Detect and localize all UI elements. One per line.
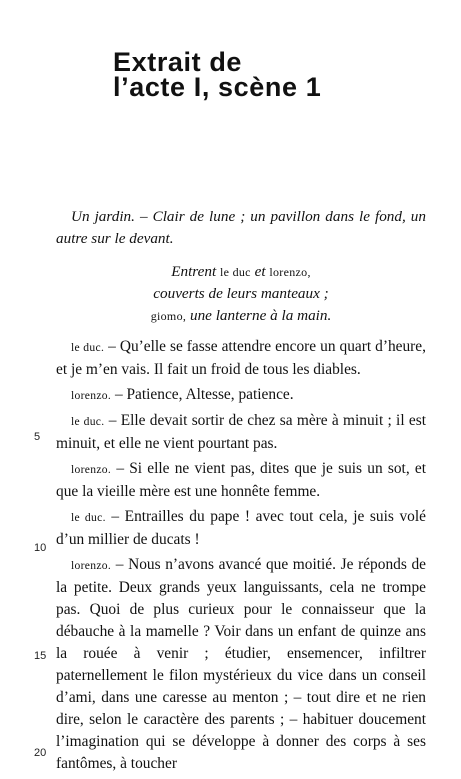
replica-text: – Elle devait sortir de chez sa mère à minuit ; il est minuit, et elle ne vient pourtant pas.: [56, 412, 426, 452]
replica-5: [56, 506, 426, 551]
replica-text: – Si elle ne vient pas, dites que je suis un sot, et que la vieille mère est une honnête femme.: [56, 460, 427, 500]
line-number-15: 15: [34, 650, 47, 662]
stage-costume-note: couverts de leurs manteaux ;: [153, 285, 329, 302]
title-line-1: Extrait de: [113, 47, 243, 77]
speaker-name: lorenzo.: [71, 389, 112, 402]
stage-character-duc: le duc: [220, 265, 251, 279]
speaker-name: lorenzo.: [71, 463, 112, 476]
replica-1: [56, 336, 426, 381]
replica-2: [56, 384, 426, 407]
stage-character-lorenzo: lorenzo,: [269, 265, 311, 279]
replica-4: [56, 458, 426, 503]
speaker-name: le duc.: [71, 511, 106, 524]
stage-direction-entrance: [56, 261, 426, 327]
speaker-name: lorenzo.: [71, 559, 112, 572]
dialogue: [56, 336, 426, 778]
title-line-2: l’acte I, scène 1: [113, 72, 322, 102]
speaker-name: le duc.: [71, 341, 105, 354]
extract-title: [113, 47, 322, 102]
line-number-5: 5: [34, 431, 41, 443]
stage-character-giomo: giomo,: [150, 309, 187, 323]
line-number-10: 10: [34, 542, 47, 554]
replica-text: – Entrailles du pape ! avec tout cela, je suis volé d’un millier de ducats !: [56, 508, 426, 548]
speaker-name: le duc.: [71, 415, 105, 428]
stage-direction-setting: Un jardin. – Clair de lune ; un pavillon dans le fond, un autre sur le devant.: [56, 208, 426, 247]
replica-6: [56, 554, 426, 775]
line-number-20: 20: [34, 747, 47, 759]
stage-lantern-note: une lanterne à la main.: [189, 307, 332, 324]
replica-text: – Nous n’avons avancé que moitié. Je réponds de la petite. Deux grands yeux languissants, cela ne trompe pas. Quoi de plus curieux pour le connaisseur que la débauche à la mamelle ? Voir dans un enfant de quinze ans la rouée à venir ; étudier, ensemencer, infiltrer paternellement le filon mystérieux du vice dans un conseil d’ami, dans une caresse au menton ; – tout dire et ne rien dire, selon le caractère des parents ; – habituer doucement l’imagination qui se développe à donner des corps à ses fantômes, à toucher: [56, 556, 426, 772]
replica-3: [56, 410, 426, 455]
stage-entrance-verb: Entrent: [171, 263, 217, 280]
stage-conjunction: et: [254, 263, 266, 280]
replica-text: – Patience, Altesse, patience.: [114, 386, 294, 403]
replica-text: – Qu’elle se fasse attendre encore un quart d’heure, et je m’en vais. Il fait un froid de tous les diables.: [56, 338, 426, 378]
